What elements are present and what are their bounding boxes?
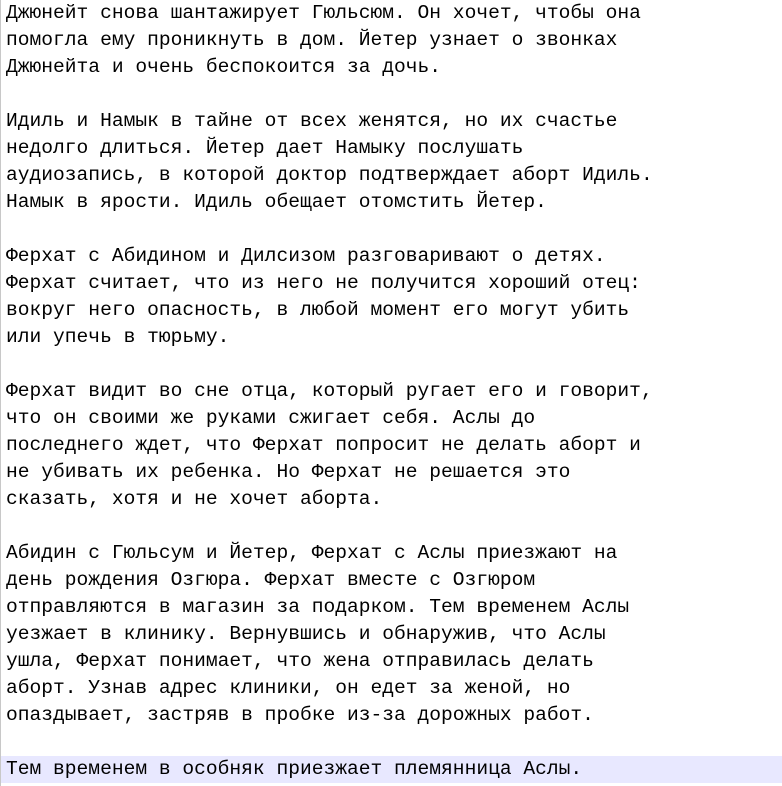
text-line[interactable]: или упечь в тюрьму. — [6, 326, 230, 348]
text-line[interactable] — [5, 81, 782, 108]
text-line[interactable]: не убивать их ребенка. Но Ферхат не решается это — [6, 461, 571, 483]
text-line[interactable]: аудиозапись, в которой доктор подтверждает аборт Идиль. — [6, 164, 653, 186]
text-line[interactable]: отправляются в магазин за подарком. Тем временем Аслы — [6, 596, 630, 618]
text-line[interactable]: Абидин с Гюльсум и Йетер, Ферхат с Аслы приезжают на — [6, 542, 618, 564]
text-line[interactable]: помогла ему проникнуть в дом. Йетер узнает о звонках — [6, 29, 618, 51]
text-line[interactable] — [5, 216, 782, 243]
text-line[interactable]: Джюнейт снова шантажирует Гюльсюм. Он хочет, чтобы она — [6, 2, 641, 24]
text-line[interactable] — [5, 351, 782, 378]
text-line[interactable]: Намык в ярости. Идиль обещает отомстить Йетер. — [6, 191, 547, 213]
text-line[interactable]: ушла, Ферхат понимает, что жена отправилась делать — [6, 650, 594, 672]
text-line[interactable]: день рождения Озгюра. Ферхат вместе с Озгюром — [6, 569, 536, 591]
text-line[interactable]: Ферхат видит во сне отца, который ругает его и говорит, — [6, 380, 653, 402]
text-line[interactable]: недолго длиться. Йетер дает Намыку послушать — [6, 137, 524, 159]
text-line[interactable] — [5, 513, 782, 540]
text-line[interactable]: сказать, хотя и не хочет аборта. — [6, 488, 383, 510]
current-line[interactable]: Тем временем в особняк приезжает племянница Аслы. — [0, 756, 782, 783]
text-line[interactable]: вокруг него опасность, в любой момент его могут убить — [6, 299, 630, 321]
text-line[interactable]: что он своими же руками сжигает себя. Аслы до — [6, 407, 536, 429]
text-line[interactable]: аборт. Узнав адрес клиники, он едет за женой, но — [6, 677, 571, 699]
text-line[interactable]: Идиль и Намык в тайне от всех женятся, но их счастье — [6, 110, 618, 132]
text-line[interactable]: Джюнейта и очень беспокоится за дочь. — [6, 56, 442, 78]
text-line[interactable] — [5, 729, 782, 756]
text-line[interactable]: последнего ждет, что Ферхат попросит не делать аборт и — [6, 434, 641, 456]
text-line[interactable]: опаздывает, застряв в пробке из-за дорожных работ. — [6, 704, 594, 726]
text-line[interactable]: уезжает в клинику. Вернувшись и обнаружив, что Аслы — [6, 623, 606, 645]
text-line[interactable]: Ферхат считает, что из него не получится хороший отец: — [6, 272, 641, 294]
text-area[interactable] — [5, 0, 782, 783]
text-line[interactable]: Ферхат с Абидином и Дилсизом разговаривают о детях. — [6, 245, 606, 267]
